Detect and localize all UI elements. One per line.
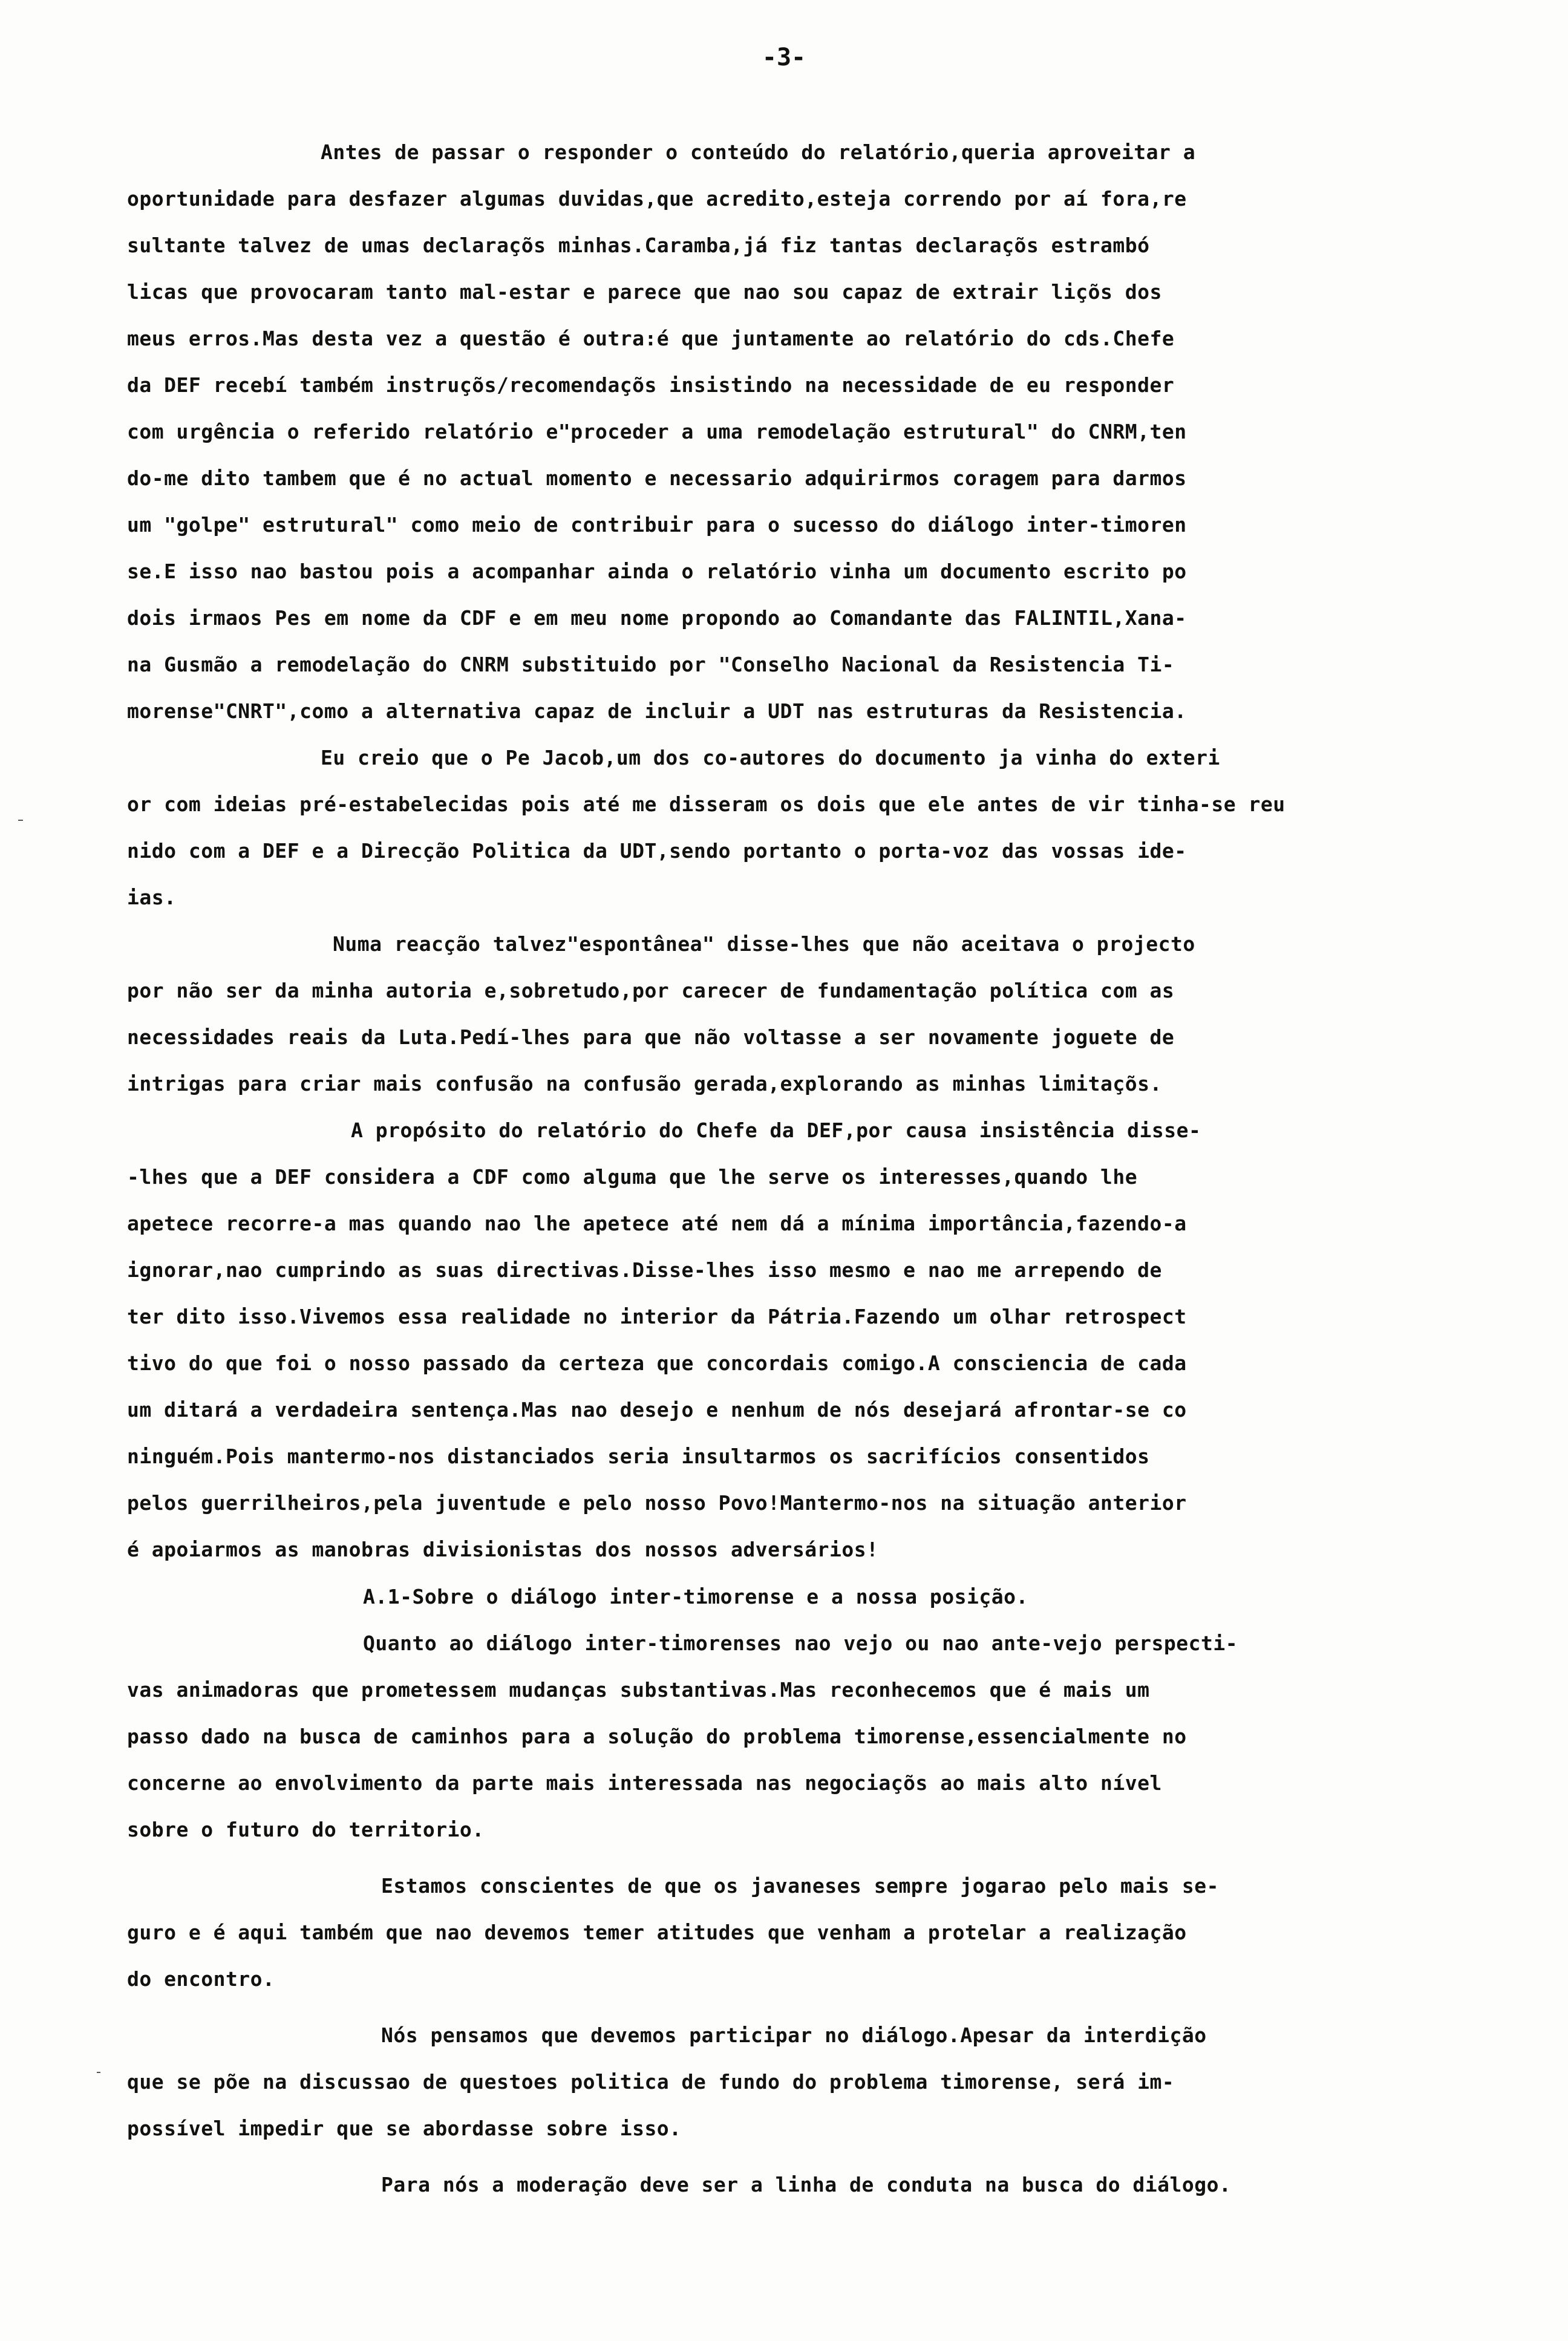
text-line: se.E isso nao bastou pois a acompanhar ainda o relatório vinha um documento escrito po — [127, 560, 1187, 583]
text-line: Numa reacção talvez"espontânea" disse-lhes que não aceitava o projecto — [333, 932, 1195, 956]
text-line: ignorar,nao cumprindo as suas directivas.Disse-lhes isso mesmo e nao me arrependo de — [127, 1258, 1162, 1282]
text-line: concerne ao envolvimento da parte mais interessada nas negociaçõs ao mais alto nível — [127, 1771, 1162, 1795]
text-line: necessidades reais da Luta.Pedí-lhes para que não voltasse a ser novamente joguete de — [127, 1025, 1175, 1049]
text-line: possível impedir que se abordasse sobre isso. — [127, 2117, 682, 2140]
text-line: ter dito isso.Vivemos essa realidade no interior da Pátria.Fazendo um olhar retrospect — [127, 1305, 1187, 1328]
text-line: do-me dito tambem que é no actual momento e necessario adquirirmos coragem para darmos — [127, 466, 1187, 490]
text-line: intrigas para criar mais confusão na confusão gerada,explorando as minhas limitaçõs. — [127, 1072, 1162, 1095]
text-line: Para nós a moderação deve ser a linha de conduta na busca do diálogo. — [381, 2173, 1232, 2196]
text-line: da DEF recebí também instruçõs/recomendaçõs insistindo na necessidade de eu responder — [127, 373, 1175, 397]
text-line: ias. — [127, 886, 177, 909]
text-line: Antes de passar o responder o conteúdo do relatório,queria aproveitar a — [321, 140, 1196, 164]
text-line: Nós pensamos que devemos participar no diálogo.Apesar da interdição — [381, 2023, 1207, 2047]
text-line: guro e é aqui também que nao devemos temer atitudes que venham a protelar a realização — [127, 1921, 1187, 1944]
text-line: vas animadoras que prometessem mudanças substantivas.Mas reconhecemos que é mais um — [127, 1678, 1150, 1702]
text-line: oportunidade para desfazer algumas duvidas,que acredito,esteja correndo por aí fora,re — [127, 187, 1187, 211]
text-line: Quanto ao diálogo inter-timorenses nao vejo ou nao ante-vejo perspecti- — [363, 1631, 1238, 1655]
scan-speck — [97, 2072, 100, 2073]
text-line: sobre o futuro do territorio. — [127, 1818, 485, 1841]
text-line: com urgência o referido relatório e"proceder a uma remodelação estrutural" do CNRM,ten — [127, 420, 1187, 443]
text-line: A propósito do relatório do Chefe da DEF,por causa insistência disse- — [351, 1118, 1201, 1142]
text-line: tivo do que foi o nosso passado da certeza que concordais comigo.A consciencia de cada — [127, 1351, 1187, 1375]
text-line: morense"CNRT",como a alternativa capaz de incluir a UDT nas estruturas da Resistencia. — [127, 699, 1187, 723]
text-line: um ditará a verdadeira sentença.Mas nao desejo e nenhum de nós desejará afrontar-se co — [127, 1398, 1187, 1422]
text-line: que se põe na discussao de questoes politica de fundo do problema timorense, será im- — [127, 2070, 1175, 2094]
text-line: um "golpe" estrutural" como meio de contribuir para o sucesso do diálogo inter-timoren — [127, 513, 1187, 537]
text-line: pelos guerrilheiros,pela juventude e pelo nosso Povo!Mantermo-nos na situação anterior — [127, 1491, 1187, 1515]
text-line: ninguém.Pois mantermo-nos distanciados seria insultarmos os sacrifícios consentidos — [127, 1445, 1150, 1468]
text-line: nido com a DEF e a Direcção Politica da UDT,sendo portanto o porta-voz das vossas ide- — [127, 839, 1187, 863]
text-line: sultante talvez de umas declaraçõs minhas.Caramba,já fiz tantas declaraçõs estrambó — [127, 233, 1150, 257]
text-line: por não ser da minha autoria e,sobretudo,por carecer de fundamentação política com as — [127, 979, 1175, 1002]
text-line: na Gusmão a remodelação do CNRM substituido por "Conselho Nacional da Resistencia Ti- — [127, 653, 1175, 676]
text-line: apetece recorre-a mas quando nao lhe apetece até nem dá a mínima importância,fazendo-a — [127, 1212, 1187, 1235]
section-heading: A.1-Sobre o diálogo inter-timorense e a nossa posição. — [363, 1585, 1028, 1608]
text-line: é apoiarmos as manobras divisionistas dos nossos adversários! — [127, 1538, 879, 1561]
text-line: or com ideias pré-estabelecidas pois até me disseram os dois que ele antes de vir tinha-se reu — [127, 792, 1285, 816]
text-line: Eu creio que o Pe Jacob,um dos co-autores do documento ja vinha do exteri — [321, 746, 1220, 769]
text-line: do encontro. — [127, 1967, 275, 1991]
text-line: Estamos conscientes de que os javaneses sempre jogarao pelo mais se- — [381, 1874, 1220, 1898]
page-number: -3- — [762, 44, 806, 71]
text-line: meus erros.Mas desta vez a questão é outra:é que juntamente ao relatório do cds.Chefe — [127, 327, 1175, 350]
text-line: licas que provocaram tanto mal-estar e parece que nao sou capaz de extrair liçõs dos — [127, 280, 1162, 304]
text-line: passo dado na busca de caminhos para a solução do problema timorense,essencialmente no — [127, 1725, 1187, 1748]
scan-speck — [18, 820, 23, 821]
text-line: dois irmaos Pes em nome da CDF e em meu nome propondo ao Comandante das FALINTIL,Xana- — [127, 606, 1187, 630]
text-line: -lhes que a DEF considera a CDF como alguma que lhe serve os interesses,quando lhe — [127, 1165, 1138, 1189]
